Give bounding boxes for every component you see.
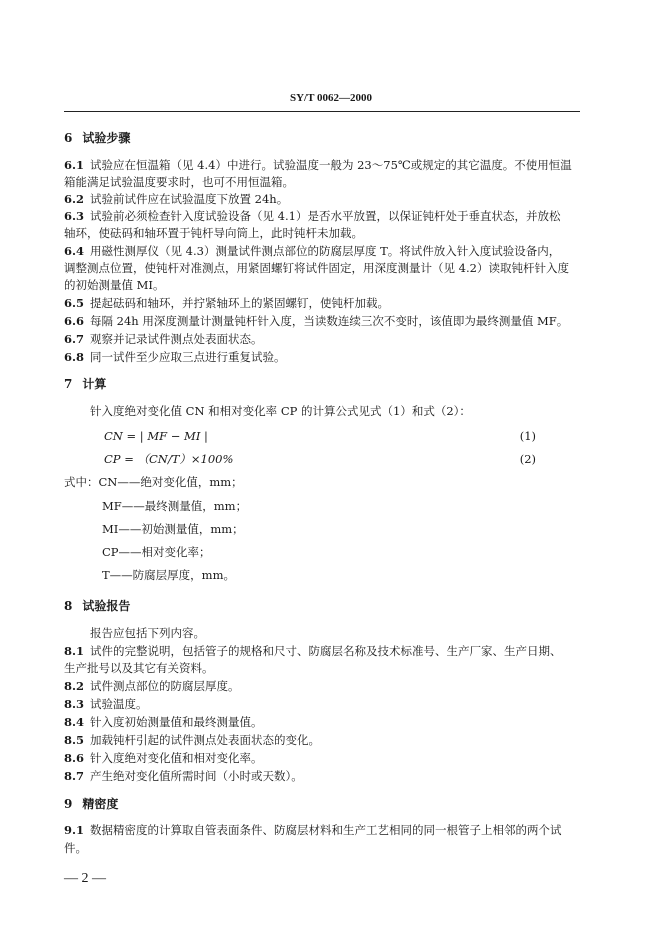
def-cp: CP——相对变化率； [102, 545, 211, 559]
clause-6-3: 6.3 试验前必须检查针入度试验设备（见 4.1）是否水平放置，以保证钝杆处于垂直状态，并放松 [64, 209, 561, 223]
clause-6-6: 6.6 每隔 24h 用深度测量计测量钝杆针入度，当读数连续三次不变时，该值即为最终测量值 MF。 [64, 314, 569, 328]
clause-6-4-cont2: 的初始测量值 MI。 [64, 278, 165, 292]
clause-8-7: 8.7 产生绝对变化值所需时间（小时或天数）。 [64, 769, 303, 783]
clause-8-1: 8.1 试件的完整说明，包括管子的规格和尺寸、防腐层名称及技术标准号、生产厂家、生产日期、 [64, 644, 562, 658]
section-6-title: 6 试验步骤 [64, 131, 131, 145]
section-7-title: 7 计算 [64, 377, 107, 391]
clause-6-8: 6.8 同一试件至少应取三点进行重复试验。 [64, 350, 286, 364]
clause-8-1-cont: 生产批号以及其它有关资料。 [64, 661, 214, 675]
report-intro: 报告应包括下列内容。 [90, 626, 205, 640]
clause-8-4: 8.4 针入度初始测量值和最终测量值。 [64, 715, 263, 729]
clause-6-3-cont: 轴环，使砝码和轴环置于钝杆导向筒上，此时钝杆未加载。 [64, 226, 363, 240]
clause-8-2: 8.2 试件测点部位的防腐层厚度。 [64, 679, 240, 693]
clause-9-1: 9.1 数据精密度的计算取自管表面条件、防腐层材料和生产工艺相同的同一根管子上相邻的两个试 [64, 823, 562, 837]
clause-8-6: 8.6 针入度绝对变化值和相对变化率。 [64, 751, 263, 765]
where-line [64, 474, 580, 491]
equation-2: CP = （CN/T）×100% (2) [104, 452, 536, 466]
clause-8-5: 8.5 加载钝杆引起的试件测点处表面状态的变化。 [64, 733, 321, 747]
clause-6-2: 6.2 试验前试件应在试验温度下放置 24h。 [64, 192, 289, 206]
equation-1: CN = | MF − MI | (1) [104, 429, 536, 443]
calc-intro: 针入度绝对变化值 CN 和相对变化率 CP 的计算公式见式（1）和式（2）： [90, 404, 471, 418]
clause-6-7: 6.7 观察并记录试件测点处表面状态。 [64, 332, 263, 346]
clause-6-5: 6.5 提起砝码和轴环，并拧紧轴环上的紧固螺钉，使钝杆加载。 [64, 296, 390, 310]
clause-9-1-cont: 件。 [64, 841, 87, 855]
section-8-title: 8 试验报告 [64, 599, 131, 613]
where-label: 式中： [64, 475, 99, 489]
page-number: — 2 — [64, 871, 106, 886]
equation-2-number: (2) [519, 452, 536, 466]
def-cn: CN——绝对变化值，mm； [98, 475, 243, 489]
def-t: T——防腐层厚度，mm。 [102, 568, 235, 582]
equation-1-number: (1) [519, 429, 536, 443]
section-9-title: 9 精密度 [64, 797, 119, 811]
header-rule [64, 111, 580, 112]
clause-6-4: 6.4 用磁性测厚仪（见 4.3）测量试件测点部位的防腐层厚度 T。将试件放入针入度试验设备内， [64, 244, 561, 258]
clause-6-1-cont: 箱能满足试验温度要求时，也可不用恒温箱。 [64, 175, 294, 189]
clause-8-3: 8.3 试验温度。 [64, 697, 148, 711]
clause-6-1: 6.1 试验应在恒温箱（见 4.4）中进行。试验温度一般为 23～75℃或规定的其它温度。不使用恒温 [64, 158, 572, 172]
def-mi: MI——初始测量值，mm； [102, 522, 244, 536]
standard-code-header: SY/T 0062—2000 [289, 92, 372, 104]
clause-6-4-cont1: 调整测点位置，使钝杆对准测点，用紧固螺钉将试件固定，用深度测量计（见 4.2）读取钝杆针入度 [64, 261, 569, 275]
def-mf: MF——最终测量值，mm； [102, 499, 248, 513]
